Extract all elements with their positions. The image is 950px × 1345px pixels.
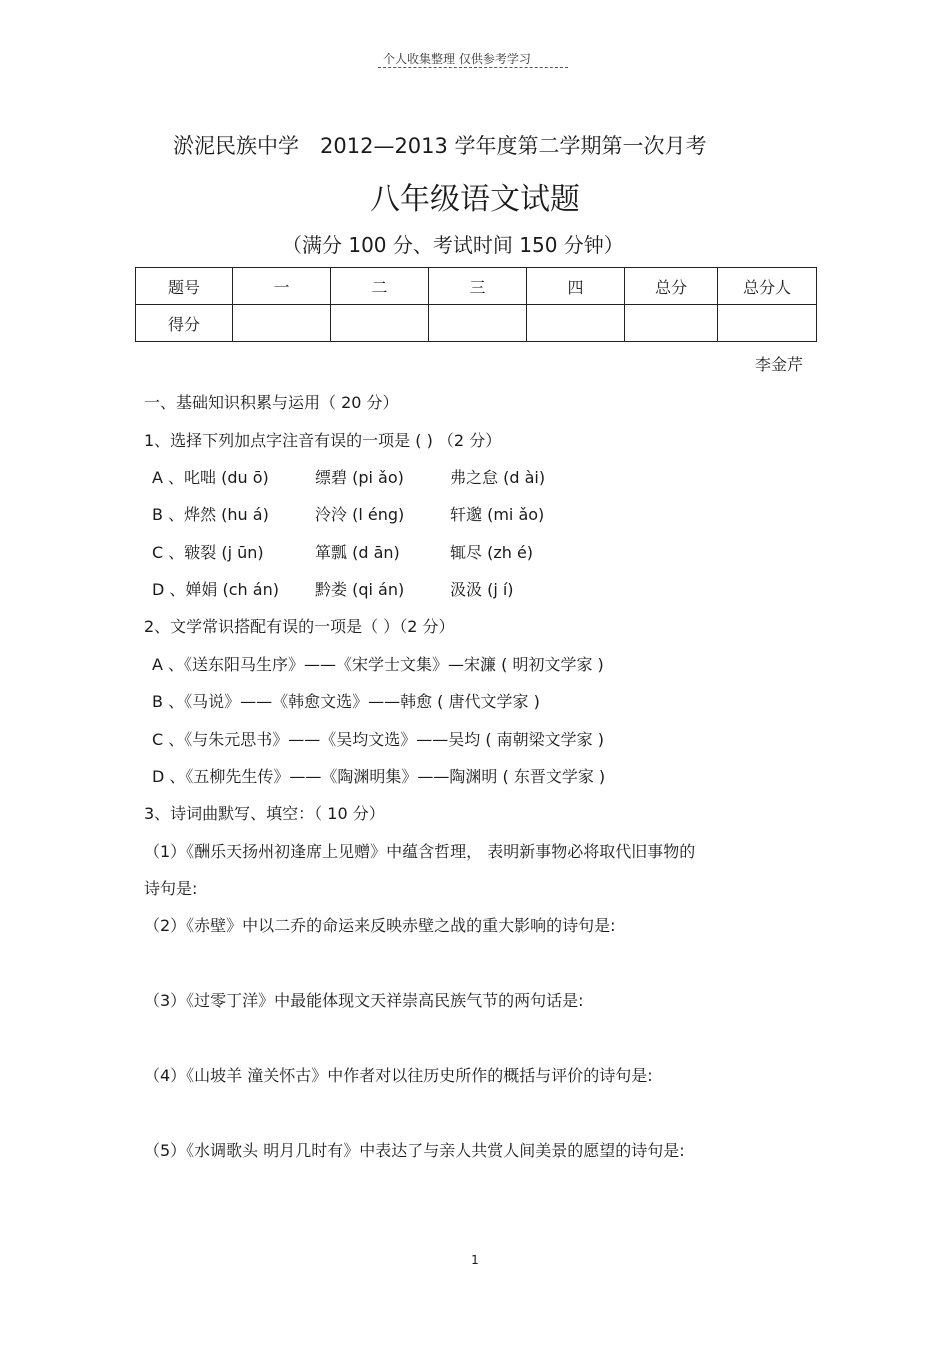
q1-option-c-word-1: C 、皲裂 (j ūn) <box>152 543 264 562</box>
header-cell-total: 总分 <box>625 268 718 305</box>
header-cell-grader: 总分人 <box>718 268 817 305</box>
score-cell-part-2[interactable] <box>331 305 429 342</box>
school-title: 淤泥民族中学 2012—2013 学年度第二学期第一次月考 <box>173 134 707 158</box>
q3-item-3: （3）《过零丁洋》中最能体现文天祥崇高民族气节的两句话是: <box>144 991 584 1010</box>
header-cell-part-4: 四 <box>527 268 625 305</box>
q2-option-d: D 、《五柳先生传》——《陶渊明集》——陶渊明 ( 东晋文学家 ) <box>152 767 606 786</box>
q3-item-4: （4）《山坡羊 潼关怀古》中作者对以往历史所作的概括与评价的诗句是: <box>144 1066 653 1085</box>
q3-item-1: （1）《酬乐天扬州初逢席上见赠》中蕴含哲理， 表明新事物必将取代旧事物的 <box>144 842 696 861</box>
q1-option-a-word-3: 弗之怠 (d ài) <box>450 468 546 487</box>
page-number: 1 <box>471 1253 479 1267</box>
score-cell-grader[interactable] <box>718 305 817 342</box>
score-table-header-row <box>136 268 817 305</box>
part1-heading: 一、基础知识积累与运用（ 20 分） <box>144 393 399 412</box>
score-cell-part-1[interactable] <box>233 305 331 342</box>
q1-option-d-word-1: D 、婵娟 (ch án) <box>152 580 279 599</box>
header-cell-part-3: 三 <box>429 268 527 305</box>
author-name: 李金芹 <box>754 355 803 374</box>
exam-title: 八年级语文试题 <box>370 182 580 217</box>
question-2: 2、文学常识搭配有误的一项是（ ）（2 分） <box>144 617 455 636</box>
header-cell-question-no: 题号 <box>136 268 233 305</box>
exam-subtitle: （满分 100 分、考试时间 150 分钟） <box>282 233 624 257</box>
q1-option-c-word-2: 箪瓢 (d ān) <box>315 543 400 562</box>
score-cell-part-3[interactable] <box>429 305 527 342</box>
q1-option-a-word-2: 缥碧 (pi ǎo) <box>315 468 404 487</box>
q2-option-a: A 、《送东阳马生序》——《宋学士文集》—宋濂 ( 明初文学家 ) <box>152 655 604 674</box>
question-1: 1、选择下列加点字注音有误的一项是 ( ) （2 分） <box>144 431 502 450</box>
q3-item-2: （2）《赤壁》中以二乔的命运来反映赤壁之战的重大影响的诗句是: <box>144 916 616 935</box>
header-divider <box>378 67 568 68</box>
score-table <box>135 267 817 342</box>
q2-option-c: C 、《与朱元思书》——《吴均文选》——吴均 ( 南朝梁文学家 ) <box>152 730 605 749</box>
q1-option-a-word-1: A 、叱咄 (du ō) <box>152 468 269 487</box>
score-row-label: 得分 <box>136 305 233 342</box>
q1-option-b-word-2: 泠泠 (l éng) <box>315 505 405 524</box>
q1-option-d-word-2: 黔娄 (qi án) <box>315 580 405 599</box>
q1-option-b-word-3: 轩邈 (mi ǎo) <box>450 505 545 524</box>
header-cell-part-1: 一 <box>233 268 331 305</box>
score-cell-part-4[interactable] <box>527 305 625 342</box>
q3-item-1-continuation: 诗句是: <box>144 879 198 898</box>
header-note: 个人收集整理 仅供参考学习 <box>383 52 531 66</box>
score-table-score-row <box>136 305 817 342</box>
q2-option-b: B 、《马说》——《韩愈文选》——韩愈 ( 唐代文学家 ) <box>152 692 540 711</box>
q1-option-d-word-3: 汲汲 (j í) <box>450 580 514 599</box>
q1-option-c-word-3: 辄尽 (zh é) <box>450 543 534 562</box>
header-cell-part-2: 二 <box>331 268 429 305</box>
question-3: 3、诗词曲默写、填空：（ 10 分） <box>144 804 385 823</box>
q3-item-5: （5）《水调歌头 明月几时有》中表达了与亲人共赏人间美景的愿望的诗句是: <box>144 1141 685 1160</box>
q1-option-b-word-1: B 、烨然 (hu á) <box>152 505 269 524</box>
score-cell-total[interactable] <box>625 305 718 342</box>
